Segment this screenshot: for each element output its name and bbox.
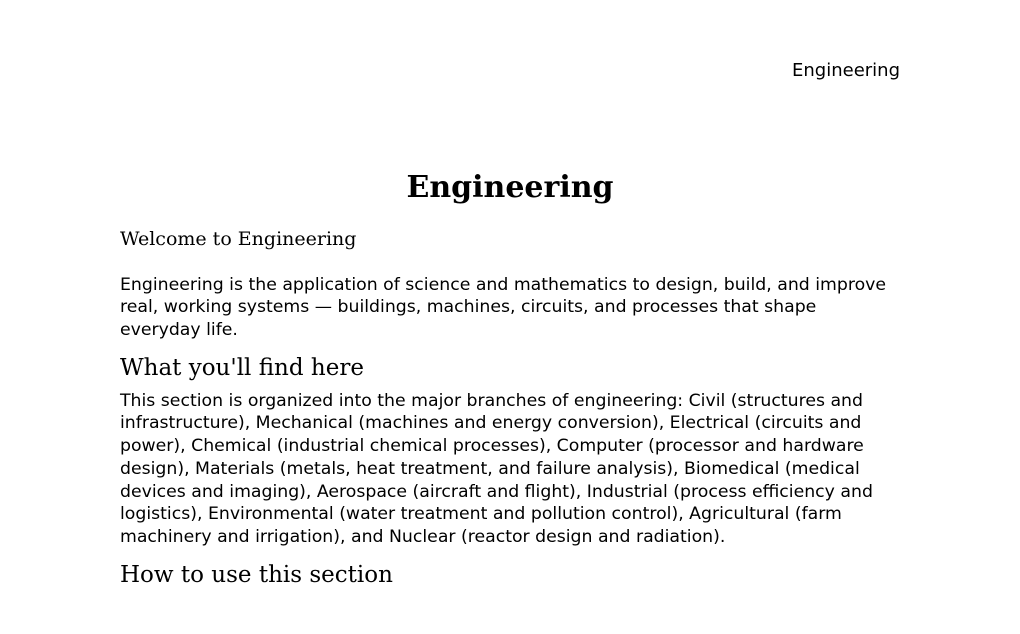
engineering-nav-link[interactable]: Engineering — [792, 60, 900, 81]
main-content — [120, 168, 900, 597]
section-body-what-youll-find: This section is organized into the major branches of engineering: Civil (structures and infrastructure), Mechanical (machines and energy conversion), Electrical (circuits and power), Chemical (industrial chemical processes), Computer (processor and hardware design), Materials (metals, heat treatment, and failure analysis), Biomedical (medical devices and imaging), Aerospace (aircraft and flight), Industrial (process efficiency and logistics), Environmental (water treatment and pollution control), Agricultural (farm machinery and irrigation), and Nuclear (reactor design and radiation). — [120, 390, 873, 547]
section-heading-what-youll-find: What you'll find here — [120, 354, 364, 381]
intro-paragraph: Engineering is the application of science and mathematics to design, build, and improve real, working systems — buildings, machines, circuits, and processes that shape everyday life. — [120, 274, 887, 341]
section-heading-how-to-use: How to use this section — [120, 561, 393, 588]
welcome-heading: Welcome to Engineering — [120, 228, 357, 250]
page-title: Engineering — [406, 170, 614, 205]
